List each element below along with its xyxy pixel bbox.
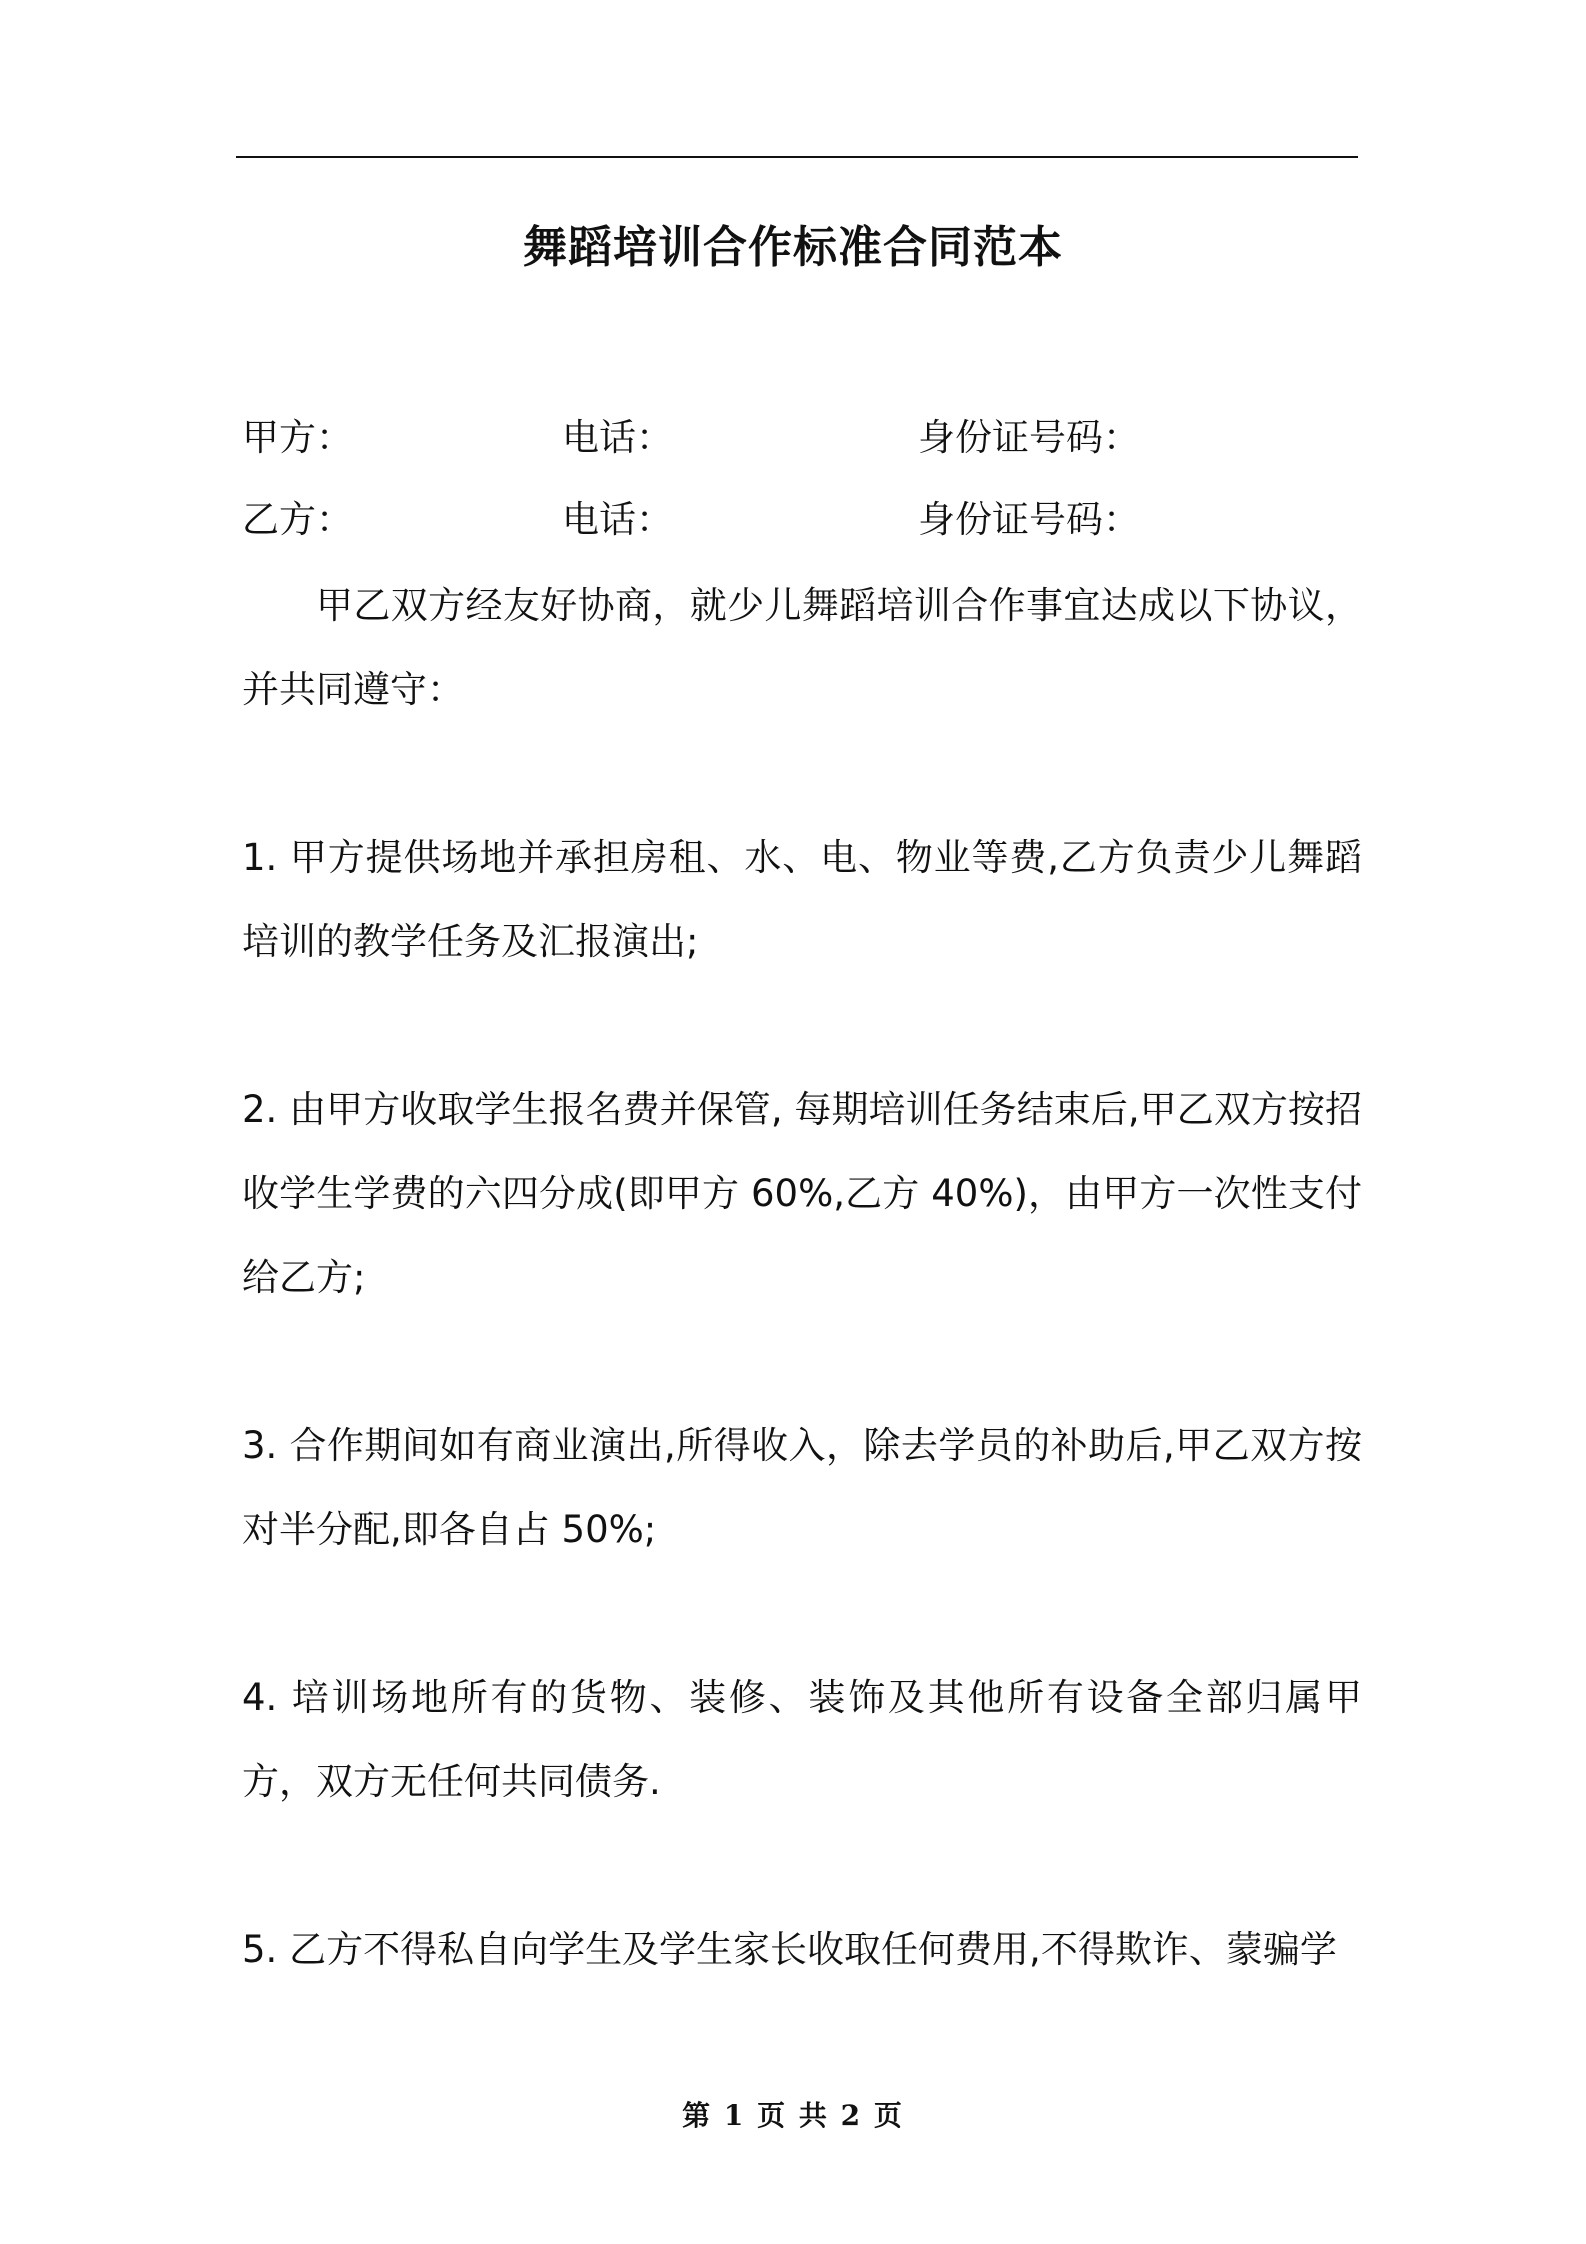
document-title: 舞蹈培训合作标准合同范本 (523, 222, 1063, 273)
clause-3: 3. 合作期间如有商业演出,所得收入，除去学员的补助后,甲乙双方按对半分配,即各自占 50%; (242, 1424, 1362, 1551)
party-a-row (0, 408, 1586, 468)
header-rule (236, 156, 1358, 158)
clause-1: 1. 甲方提供场地并承担房租、水、电、物业等费,乙方负责少儿舞蹈培训的教学任务及汇报演出; (242, 836, 1362, 963)
clause-4: 4. 培训场地所有的货物、装修、装饰及其他所有设备全部归属甲方，双方无任何共同债务. (242, 1676, 1362, 1803)
page-number-footer: 第 1 页 共 2 页 (682, 2099, 904, 2132)
party-b-phone-label: 电话： (562, 498, 673, 541)
party-a-id-label: 身份证号码： (918, 416, 1140, 459)
intro-paragraph: 甲乙双方经友好协商，就少儿舞蹈培训合作事宜达成以下协议，并共同遵守： (242, 584, 1362, 711)
party-b-row (0, 490, 1586, 550)
party-b-id-label: 身份证号码： (918, 498, 1140, 541)
party-b-label: 乙方： (242, 498, 353, 541)
party-a-phone-label: 电话： (562, 416, 673, 459)
clause-5: 5. 乙方不得私自向学生及学生家长收取任何费用,不得欺诈、蒙骗学 (242, 1928, 1337, 1971)
clause-2: 2. 由甲方收取学生报名费并保管, 每期培训任务结束后,甲乙双方按招收学生学费的六四分成(即甲方 60%,乙方 40%)，由甲方一次性支付给乙方; (242, 1088, 1362, 1299)
party-a-label: 甲方： (242, 416, 353, 459)
